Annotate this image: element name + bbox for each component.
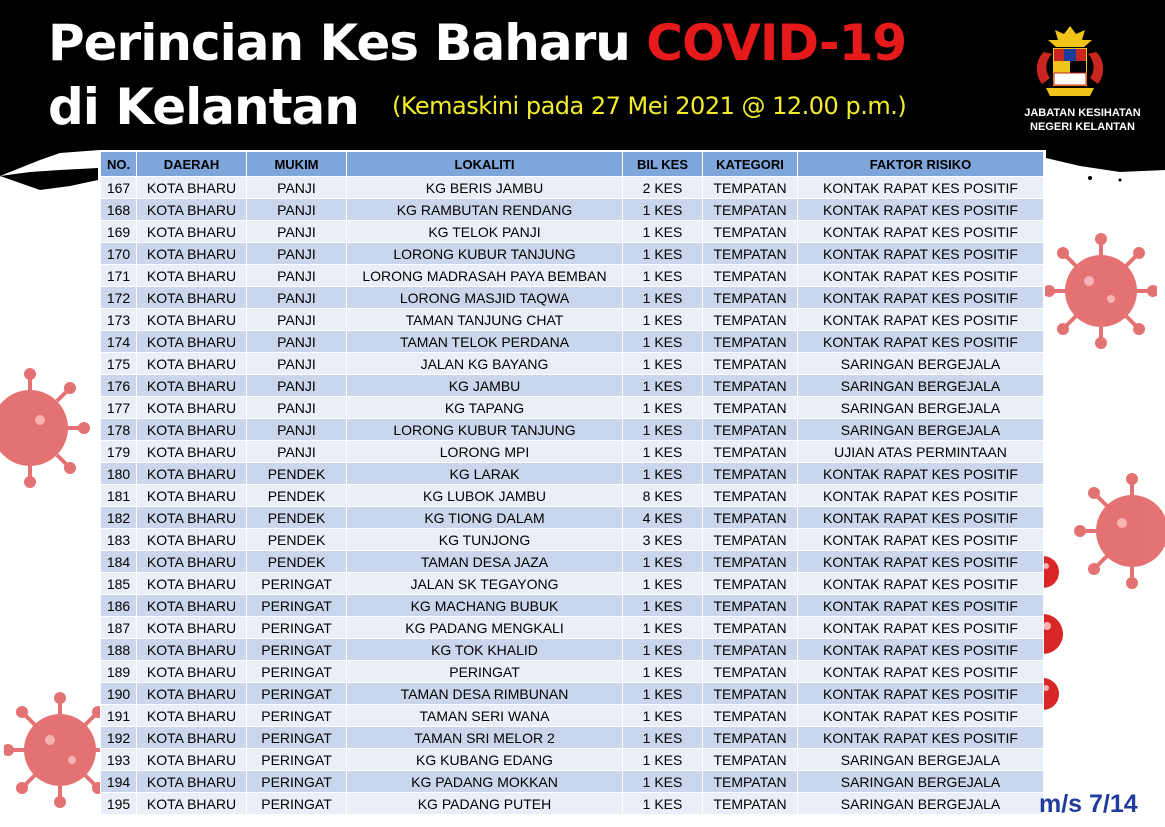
cell-daerah: KOTA BHARU bbox=[137, 397, 247, 419]
cell-kategori: TEMPATAN bbox=[703, 639, 798, 661]
cell-bil-kes: 8 KES bbox=[623, 485, 703, 507]
cell-mukim: PERINGAT bbox=[247, 793, 347, 815]
cell-lokaliti: PERINGAT bbox=[347, 661, 623, 683]
cell-bil-kes: 1 KES bbox=[623, 617, 703, 639]
cell-faktor-risiko: KONTAK RAPAT KES POSITIF bbox=[798, 221, 1044, 243]
cell-lokaliti: KG BERIS JAMBU bbox=[347, 177, 623, 199]
cell-lokaliti: LORONG MPI bbox=[347, 441, 623, 463]
cell-faktor-risiko: KONTAK RAPAT KES POSITIF bbox=[798, 661, 1044, 683]
cell-faktor-risiko: KONTAK RAPAT KES POSITIF bbox=[798, 287, 1044, 309]
table-row bbox=[101, 705, 1044, 727]
cell-kategori: TEMPATAN bbox=[703, 749, 798, 771]
cell-lokaliti: TAMAN SERI WANA bbox=[347, 705, 623, 727]
cell-mukim: PANJI bbox=[247, 397, 347, 419]
cell-lokaliti: TAMAN DESA JAZA bbox=[347, 551, 623, 573]
column-header: FAKTOR RISIKO bbox=[798, 152, 1044, 177]
cell-bil-kes: 1 KES bbox=[623, 661, 703, 683]
update-timestamp: (Kemaskini pada 27 Mei 2021 @ 12.00 p.m.) bbox=[392, 92, 907, 120]
title-highlight: COVID-19 bbox=[646, 14, 907, 72]
cell-no: 187 bbox=[101, 617, 137, 639]
cell-bil-kes: 1 KES bbox=[623, 749, 703, 771]
table-row bbox=[101, 683, 1044, 705]
cell-no: 181 bbox=[101, 485, 137, 507]
cell-faktor-risiko: SARINGAN BERGEJALA bbox=[798, 771, 1044, 793]
agency-name bbox=[1010, 106, 1155, 134]
cell-daerah: KOTA BHARU bbox=[137, 551, 247, 573]
cell-bil-kes: 1 KES bbox=[623, 243, 703, 265]
cell-kategori: TEMPATAN bbox=[703, 199, 798, 221]
cell-no: 190 bbox=[101, 683, 137, 705]
cell-kategori: TEMPATAN bbox=[703, 485, 798, 507]
table-row bbox=[101, 771, 1044, 793]
cell-no: 184 bbox=[101, 551, 137, 573]
cell-no: 175 bbox=[101, 353, 137, 375]
cell-bil-kes: 1 KES bbox=[623, 397, 703, 419]
table-row bbox=[101, 463, 1044, 485]
cell-daerah: KOTA BHARU bbox=[137, 573, 247, 595]
cell-bil-kes: 1 KES bbox=[623, 309, 703, 331]
cell-bil-kes: 1 KES bbox=[623, 441, 703, 463]
coat-of-arms-icon bbox=[1030, 22, 1110, 100]
cell-daerah: KOTA BHARU bbox=[137, 441, 247, 463]
cell-lokaliti: LORONG MASJID TAQWA bbox=[347, 287, 623, 309]
cell-no: 171 bbox=[101, 265, 137, 287]
cell-daerah: KOTA BHARU bbox=[137, 771, 247, 793]
cell-kategori: TEMPATAN bbox=[703, 441, 798, 463]
cell-faktor-risiko: KONTAK RAPAT KES POSITIF bbox=[798, 309, 1044, 331]
cell-kategori: TEMPATAN bbox=[703, 573, 798, 595]
cell-faktor-risiko: SARINGAN BERGEJALA bbox=[798, 375, 1044, 397]
cell-no: 178 bbox=[101, 419, 137, 441]
table-row bbox=[101, 309, 1044, 331]
cell-mukim: PERINGAT bbox=[247, 683, 347, 705]
table-row bbox=[101, 177, 1044, 199]
cell-lokaliti: TAMAN TELOK PERDANA bbox=[347, 331, 623, 353]
cell-faktor-risiko: SARINGAN BERGEJALA bbox=[798, 419, 1044, 441]
cell-daerah: KOTA BHARU bbox=[137, 287, 247, 309]
cell-lokaliti: KG RAMBUTAN RENDANG bbox=[347, 199, 623, 221]
page-title-line2: di Kelantan bbox=[48, 78, 359, 136]
cell-lokaliti: JALAN KG BAYANG bbox=[347, 353, 623, 375]
cell-no: 185 bbox=[101, 573, 137, 595]
cell-kategori: TEMPATAN bbox=[703, 683, 798, 705]
cell-faktor-risiko: KONTAK RAPAT KES POSITIF bbox=[798, 177, 1044, 199]
table-row bbox=[101, 243, 1044, 265]
cell-lokaliti: TAMAN TANJUNG CHAT bbox=[347, 309, 623, 331]
cell-no: 170 bbox=[101, 243, 137, 265]
cell-lokaliti: LORONG KUBUR TANJUNG bbox=[347, 419, 623, 441]
agency-line-2: NEGERI KELANTAN bbox=[1030, 121, 1135, 133]
cell-lokaliti: TAMAN SRI MELOR 2 bbox=[347, 727, 623, 749]
table-row bbox=[101, 529, 1044, 551]
cell-bil-kes: 1 KES bbox=[623, 639, 703, 661]
virus-icon bbox=[1043, 674, 1063, 714]
virus-icon bbox=[1072, 472, 1165, 590]
column-header: BIL KES bbox=[623, 152, 703, 177]
cell-bil-kes: 1 KES bbox=[623, 551, 703, 573]
cell-lokaliti: KG KUBANG EDANG bbox=[347, 749, 623, 771]
cell-bil-kes: 1 KES bbox=[623, 793, 703, 815]
cell-kategori: TEMPATAN bbox=[703, 529, 798, 551]
cell-no: 169 bbox=[101, 221, 137, 243]
cell-kategori: TEMPATAN bbox=[703, 265, 798, 287]
cell-faktor-risiko: KONTAK RAPAT KES POSITIF bbox=[798, 199, 1044, 221]
cell-bil-kes: 2 KES bbox=[623, 177, 703, 199]
cell-mukim: PERINGAT bbox=[247, 727, 347, 749]
cell-mukim: PERINGAT bbox=[247, 661, 347, 683]
cell-kategori: TEMPATAN bbox=[703, 419, 798, 441]
page-number: m/s 7/14 bbox=[1039, 790, 1138, 818]
column-header: MUKIM bbox=[247, 152, 347, 177]
cell-mukim: PANJI bbox=[247, 419, 347, 441]
cell-no: 194 bbox=[101, 771, 137, 793]
cell-kategori: TEMPATAN bbox=[703, 309, 798, 331]
cell-no: 186 bbox=[101, 595, 137, 617]
table-row bbox=[101, 221, 1044, 243]
cell-no: 167 bbox=[101, 177, 137, 199]
cell-no: 174 bbox=[101, 331, 137, 353]
cell-kategori: TEMPATAN bbox=[703, 331, 798, 353]
cell-no: 193 bbox=[101, 749, 137, 771]
cell-mukim: PANJI bbox=[247, 441, 347, 463]
cell-bil-kes: 1 KES bbox=[623, 727, 703, 749]
cell-faktor-risiko: SARINGAN BERGEJALA bbox=[798, 353, 1044, 375]
cell-no: 177 bbox=[101, 397, 137, 419]
cell-daerah: KOTA BHARU bbox=[137, 177, 247, 199]
cell-daerah: KOTA BHARU bbox=[137, 463, 247, 485]
table-body bbox=[101, 177, 1044, 815]
agency-line-1: JABATAN KESIHATAN bbox=[1024, 107, 1141, 119]
table-row bbox=[101, 375, 1044, 397]
cell-lokaliti: LORONG MADRASAH PAYA BEMBAN bbox=[347, 265, 623, 287]
table-row bbox=[101, 419, 1044, 441]
cell-faktor-risiko: KONTAK RAPAT KES POSITIF bbox=[798, 485, 1044, 507]
cell-no: 188 bbox=[101, 639, 137, 661]
cell-no: 180 bbox=[101, 463, 137, 485]
column-header: LOKALITI bbox=[347, 152, 623, 177]
cell-bil-kes: 1 KES bbox=[623, 419, 703, 441]
cell-no: 172 bbox=[101, 287, 137, 309]
cell-mukim: PENDEK bbox=[247, 551, 347, 573]
cell-mukim: PENDEK bbox=[247, 529, 347, 551]
cell-no: 195 bbox=[101, 793, 137, 815]
cell-bil-kes: 1 KES bbox=[623, 573, 703, 595]
cell-faktor-risiko: UJIAN ATAS PERMINTAAN bbox=[798, 441, 1044, 463]
cell-faktor-risiko: KONTAK RAPAT KES POSITIF bbox=[798, 507, 1044, 529]
cell-mukim: PANJI bbox=[247, 353, 347, 375]
cell-kategori: TEMPATAN bbox=[703, 221, 798, 243]
cell-kategori: TEMPATAN bbox=[703, 617, 798, 639]
cell-faktor-risiko: KONTAK RAPAT KES POSITIF bbox=[798, 705, 1044, 727]
cell-mukim: PANJI bbox=[247, 309, 347, 331]
cell-faktor-risiko: SARINGAN BERGEJALA bbox=[798, 793, 1044, 815]
cell-kategori: TEMPATAN bbox=[703, 793, 798, 815]
cell-kategori: TEMPATAN bbox=[703, 551, 798, 573]
cell-daerah: KOTA BHARU bbox=[137, 243, 247, 265]
cell-lokaliti: KG TELOK PANJI bbox=[347, 221, 623, 243]
cell-mukim: PANJI bbox=[247, 331, 347, 353]
cell-bil-kes: 1 KES bbox=[623, 595, 703, 617]
cell-kategori: TEMPATAN bbox=[703, 287, 798, 309]
cell-kategori: TEMPATAN bbox=[703, 463, 798, 485]
cell-lokaliti: KG TUNJONG bbox=[347, 529, 623, 551]
cell-mukim: PANJI bbox=[247, 287, 347, 309]
table-row bbox=[101, 617, 1044, 639]
cell-daerah: KOTA BHARU bbox=[137, 705, 247, 727]
cases-table bbox=[100, 151, 1044, 815]
cell-mukim: PENDEK bbox=[247, 463, 347, 485]
cell-faktor-risiko: KONTAK RAPAT KES POSITIF bbox=[798, 551, 1044, 573]
table-row bbox=[101, 749, 1044, 771]
cell-bil-kes: 1 KES bbox=[623, 463, 703, 485]
cell-mukim: PERINGAT bbox=[247, 705, 347, 727]
table-row bbox=[101, 397, 1044, 419]
cell-daerah: KOTA BHARU bbox=[137, 419, 247, 441]
table-header-row bbox=[101, 152, 1044, 177]
cell-faktor-risiko: SARINGAN BERGEJALA bbox=[798, 749, 1044, 771]
virus-icon bbox=[1043, 612, 1065, 656]
cell-bil-kes: 3 KES bbox=[623, 529, 703, 551]
cell-no: 168 bbox=[101, 199, 137, 221]
cases-table-container bbox=[100, 151, 1043, 815]
cell-daerah: KOTA BHARU bbox=[137, 683, 247, 705]
cell-daerah: KOTA BHARU bbox=[137, 749, 247, 771]
cell-lokaliti: KG MACHANG BUBUK bbox=[347, 595, 623, 617]
cell-kategori: TEMPATAN bbox=[703, 375, 798, 397]
table-row bbox=[101, 639, 1044, 661]
cell-daerah: KOTA BHARU bbox=[137, 661, 247, 683]
page-title bbox=[48, 14, 906, 72]
cell-no: 173 bbox=[101, 309, 137, 331]
cell-daerah: KOTA BHARU bbox=[137, 529, 247, 551]
cell-daerah: KOTA BHARU bbox=[137, 375, 247, 397]
column-header: NO. bbox=[101, 152, 137, 177]
cell-kategori: TEMPATAN bbox=[703, 177, 798, 199]
cell-daerah: KOTA BHARU bbox=[137, 353, 247, 375]
cell-faktor-risiko: KONTAK RAPAT KES POSITIF bbox=[798, 639, 1044, 661]
cell-mukim: PERINGAT bbox=[247, 639, 347, 661]
cell-mukim: PERINGAT bbox=[247, 749, 347, 771]
cell-mukim: PANJI bbox=[247, 177, 347, 199]
cell-mukim: PERINGAT bbox=[247, 771, 347, 793]
table-row bbox=[101, 353, 1044, 375]
cell-mukim: PANJI bbox=[247, 221, 347, 243]
cell-lokaliti: KG PADANG PUTEH bbox=[347, 793, 623, 815]
cell-faktor-risiko: KONTAK RAPAT KES POSITIF bbox=[798, 595, 1044, 617]
cell-kategori: TEMPATAN bbox=[703, 661, 798, 683]
cell-no: 191 bbox=[101, 705, 137, 727]
cell-lokaliti: KG JAMBU bbox=[347, 375, 623, 397]
cell-mukim: PANJI bbox=[247, 243, 347, 265]
table-row bbox=[101, 793, 1044, 815]
table-row bbox=[101, 485, 1044, 507]
cell-faktor-risiko: KONTAK RAPAT KES POSITIF bbox=[798, 243, 1044, 265]
cell-bil-kes: 1 KES bbox=[623, 199, 703, 221]
table-row bbox=[101, 727, 1044, 749]
cell-mukim: PANJI bbox=[247, 375, 347, 397]
cell-faktor-risiko: KONTAK RAPAT KES POSITIF bbox=[798, 463, 1044, 485]
cell-kategori: TEMPATAN bbox=[703, 397, 798, 419]
cell-kategori: TEMPATAN bbox=[703, 243, 798, 265]
cell-lokaliti: TAMAN DESA RIMBUNAN bbox=[347, 683, 623, 705]
cell-lokaliti: KG LARAK bbox=[347, 463, 623, 485]
table-row bbox=[101, 573, 1044, 595]
cell-faktor-risiko: KONTAK RAPAT KES POSITIF bbox=[798, 727, 1044, 749]
title-main: Perincian Kes Baharu bbox=[48, 14, 630, 72]
cell-kategori: TEMPATAN bbox=[703, 705, 798, 727]
cell-daerah: KOTA BHARU bbox=[137, 485, 247, 507]
cell-lokaliti: KG LUBOK JAMBU bbox=[347, 485, 623, 507]
cell-daerah: KOTA BHARU bbox=[137, 221, 247, 243]
column-header: DAERAH bbox=[137, 152, 247, 177]
cell-no: 176 bbox=[101, 375, 137, 397]
cell-lokaliti: KG TAPANG bbox=[347, 397, 623, 419]
cell-faktor-risiko: KONTAK RAPAT KES POSITIF bbox=[798, 529, 1044, 551]
cell-kategori: TEMPATAN bbox=[703, 771, 798, 793]
cell-no: 192 bbox=[101, 727, 137, 749]
column-header: KATEGORI bbox=[703, 152, 798, 177]
cell-faktor-risiko: KONTAK RAPAT KES POSITIF bbox=[798, 683, 1044, 705]
cell-bil-kes: 4 KES bbox=[623, 507, 703, 529]
cell-faktor-risiko: KONTAK RAPAT KES POSITIF bbox=[798, 573, 1044, 595]
cell-mukim: PERINGAT bbox=[247, 617, 347, 639]
cell-no: 182 bbox=[101, 507, 137, 529]
table-row bbox=[101, 595, 1044, 617]
cell-daerah: KOTA BHARU bbox=[137, 331, 247, 353]
virus-icon bbox=[1043, 552, 1063, 592]
cell-daerah: KOTA BHARU bbox=[137, 265, 247, 287]
cell-faktor-risiko: SARINGAN BERGEJALA bbox=[798, 397, 1044, 419]
cell-kategori: TEMPATAN bbox=[703, 353, 798, 375]
cell-faktor-risiko: KONTAK RAPAT KES POSITIF bbox=[798, 331, 1044, 353]
cell-bil-kes: 1 KES bbox=[623, 265, 703, 287]
cell-lokaliti: JALAN SK TEGAYONG bbox=[347, 573, 623, 595]
cell-daerah: KOTA BHARU bbox=[137, 727, 247, 749]
cell-faktor-risiko: KONTAK RAPAT KES POSITIF bbox=[798, 265, 1044, 287]
cell-daerah: KOTA BHARU bbox=[137, 199, 247, 221]
cell-mukim: PANJI bbox=[247, 265, 347, 287]
cell-kategori: TEMPATAN bbox=[703, 595, 798, 617]
table-row bbox=[101, 507, 1044, 529]
cell-lokaliti: KG TOK KHALID bbox=[347, 639, 623, 661]
table-row bbox=[101, 265, 1044, 287]
cell-mukim: PANJI bbox=[247, 199, 347, 221]
cell-kategori: TEMPATAN bbox=[703, 727, 798, 749]
cell-daerah: KOTA BHARU bbox=[137, 309, 247, 331]
cell-kategori: TEMPATAN bbox=[703, 507, 798, 529]
cell-faktor-risiko: KONTAK RAPAT KES POSITIF bbox=[798, 617, 1044, 639]
table-row bbox=[101, 287, 1044, 309]
table-row bbox=[101, 441, 1044, 463]
cell-bil-kes: 1 KES bbox=[623, 331, 703, 353]
cell-daerah: KOTA BHARU bbox=[137, 507, 247, 529]
table-row bbox=[101, 199, 1044, 221]
cell-bil-kes: 1 KES bbox=[623, 353, 703, 375]
cell-daerah: KOTA BHARU bbox=[137, 793, 247, 815]
cell-daerah: KOTA BHARU bbox=[137, 639, 247, 661]
cell-bil-kes: 1 KES bbox=[623, 705, 703, 727]
cell-no: 183 bbox=[101, 529, 137, 551]
cell-mukim: PERINGAT bbox=[247, 573, 347, 595]
cell-no: 179 bbox=[101, 441, 137, 463]
table-row bbox=[101, 551, 1044, 573]
cell-daerah: KOTA BHARU bbox=[137, 595, 247, 617]
cell-mukim: PENDEK bbox=[247, 485, 347, 507]
cell-bil-kes: 1 KES bbox=[623, 683, 703, 705]
cell-no: 189 bbox=[101, 661, 137, 683]
cell-lokaliti: KG TIONG DALAM bbox=[347, 507, 623, 529]
table-row bbox=[101, 331, 1044, 353]
cell-lokaliti: LORONG KUBUR TANJUNG bbox=[347, 243, 623, 265]
virus-icon bbox=[0, 368, 90, 488]
cell-bil-kes: 1 KES bbox=[623, 221, 703, 243]
cell-mukim: PENDEK bbox=[247, 507, 347, 529]
virus-icon bbox=[1045, 232, 1157, 350]
cell-mukim: PERINGAT bbox=[247, 595, 347, 617]
cell-lokaliti: KG PADANG MENGKALI bbox=[347, 617, 623, 639]
cell-bil-kes: 1 KES bbox=[623, 375, 703, 397]
cell-bil-kes: 1 KES bbox=[623, 771, 703, 793]
table-row bbox=[101, 661, 1044, 683]
cell-daerah: KOTA BHARU bbox=[137, 617, 247, 639]
cell-bil-kes: 1 KES bbox=[623, 287, 703, 309]
cell-lokaliti: KG PADANG MOKKAN bbox=[347, 771, 623, 793]
